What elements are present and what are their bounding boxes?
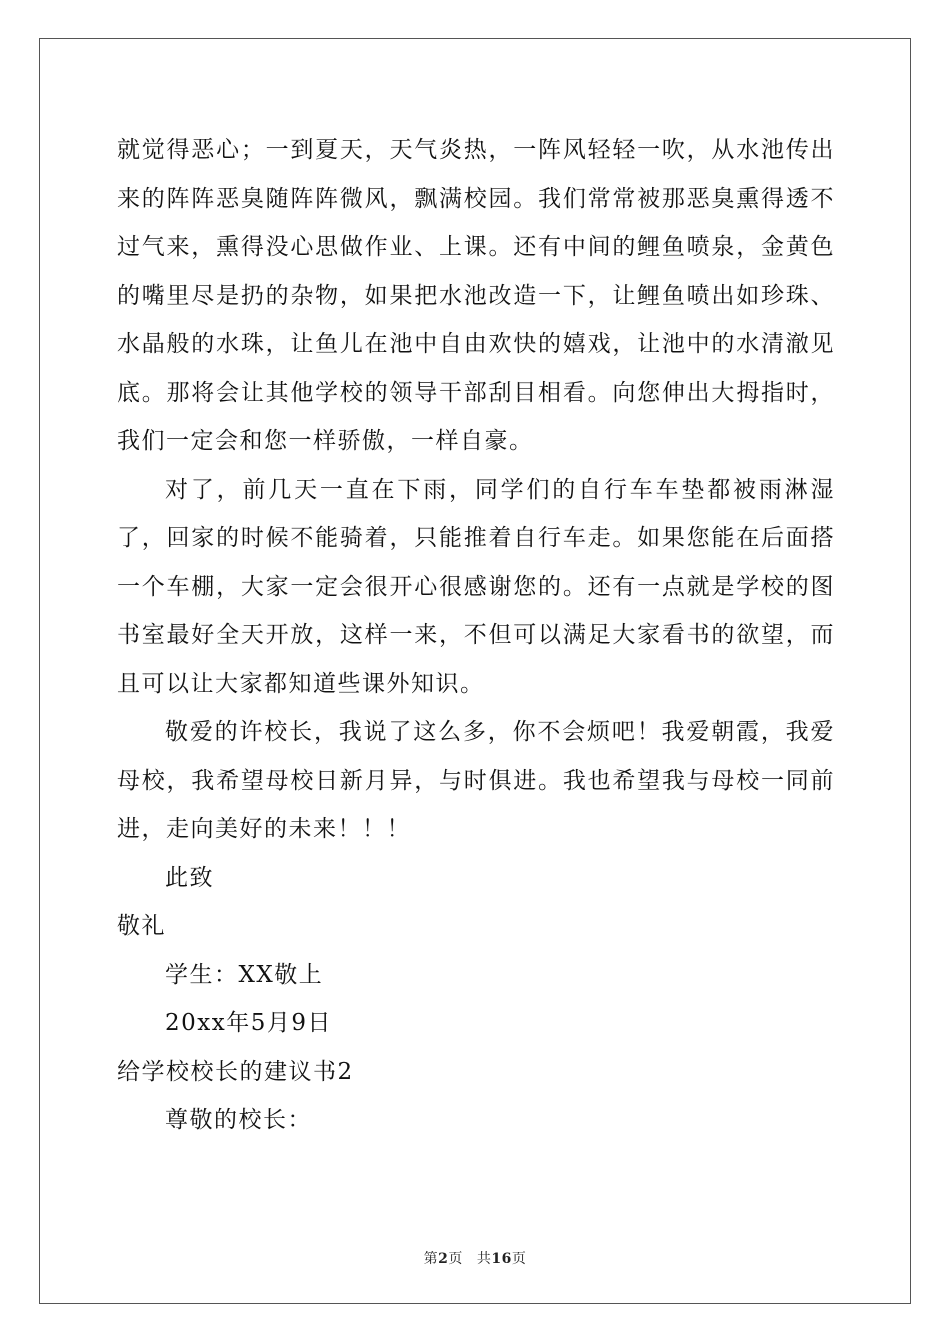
signature-line: 学生：XX敬上 bbox=[165, 961, 324, 988]
page-prefix: 第 bbox=[423, 1251, 439, 1267]
page-suffix: 页 bbox=[448, 1251, 463, 1267]
paragraph-3: 敬爱的许校长，我说了这么多，你不会烦吧！我爱朝霞，我爱母校，我希望母校日新月异，与时俱进。我也希望我与母校一同前进，走向美好的未来！！！ bbox=[117, 719, 835, 842]
date-line: 20xx年5月9日 bbox=[165, 1010, 332, 1036]
document-body bbox=[117, 126, 835, 1145]
salute-line: 敬礼 bbox=[117, 913, 166, 939]
total-prefix: 共 bbox=[476, 1251, 492, 1267]
total-suffix: 页 bbox=[511, 1251, 527, 1267]
next-letter-title: 给学校校长的建议书2 bbox=[117, 1058, 354, 1085]
total-pages: 16 bbox=[491, 1251, 512, 1267]
page-number: 2 bbox=[438, 1251, 449, 1267]
paragraph-1: 就觉得恶心；一到夏天，天气炎热，一阵风轻轻一吹，从水池传出来的阵阵恶臭随阵阵微风，飘满校园。我们常常被那恶臭熏得透不过气来，熏得没心思做作业、上课。还有中间的鲤鱼喷泉，金黄色的嘴里尽是扔的杂物，如果把水池改造一下，让鲤鱼喷出如珍珠、水晶般的水珠，让鱼儿在池中自由欢快的嬉戏，让池中的水清澈见底。那将会让其他学校的领导干部刮目相看。向您伸出大拇指时，我们一定会和您一样骄傲，一样自豪。 bbox=[117, 137, 835, 454]
closing-line: 此致 bbox=[165, 864, 214, 891]
paragraph-2: 对了，前几天一直在下雨，同学们的自行车车垫都被雨淋湿了，回家的时候不能骑着，只能推着自行车走。如果您能在后面搭一个车棚，大家一定会很开心很感谢您的。还有一点就是学校的图书室最好全天开放，这样一来，不但可以满足大家看书的欲望，而且可以让大家都知道些课外知识。 bbox=[117, 476, 835, 697]
page-footer bbox=[0, 1248, 950, 1268]
next-letter-greeting: 尊敬的校长： bbox=[165, 1107, 312, 1133]
